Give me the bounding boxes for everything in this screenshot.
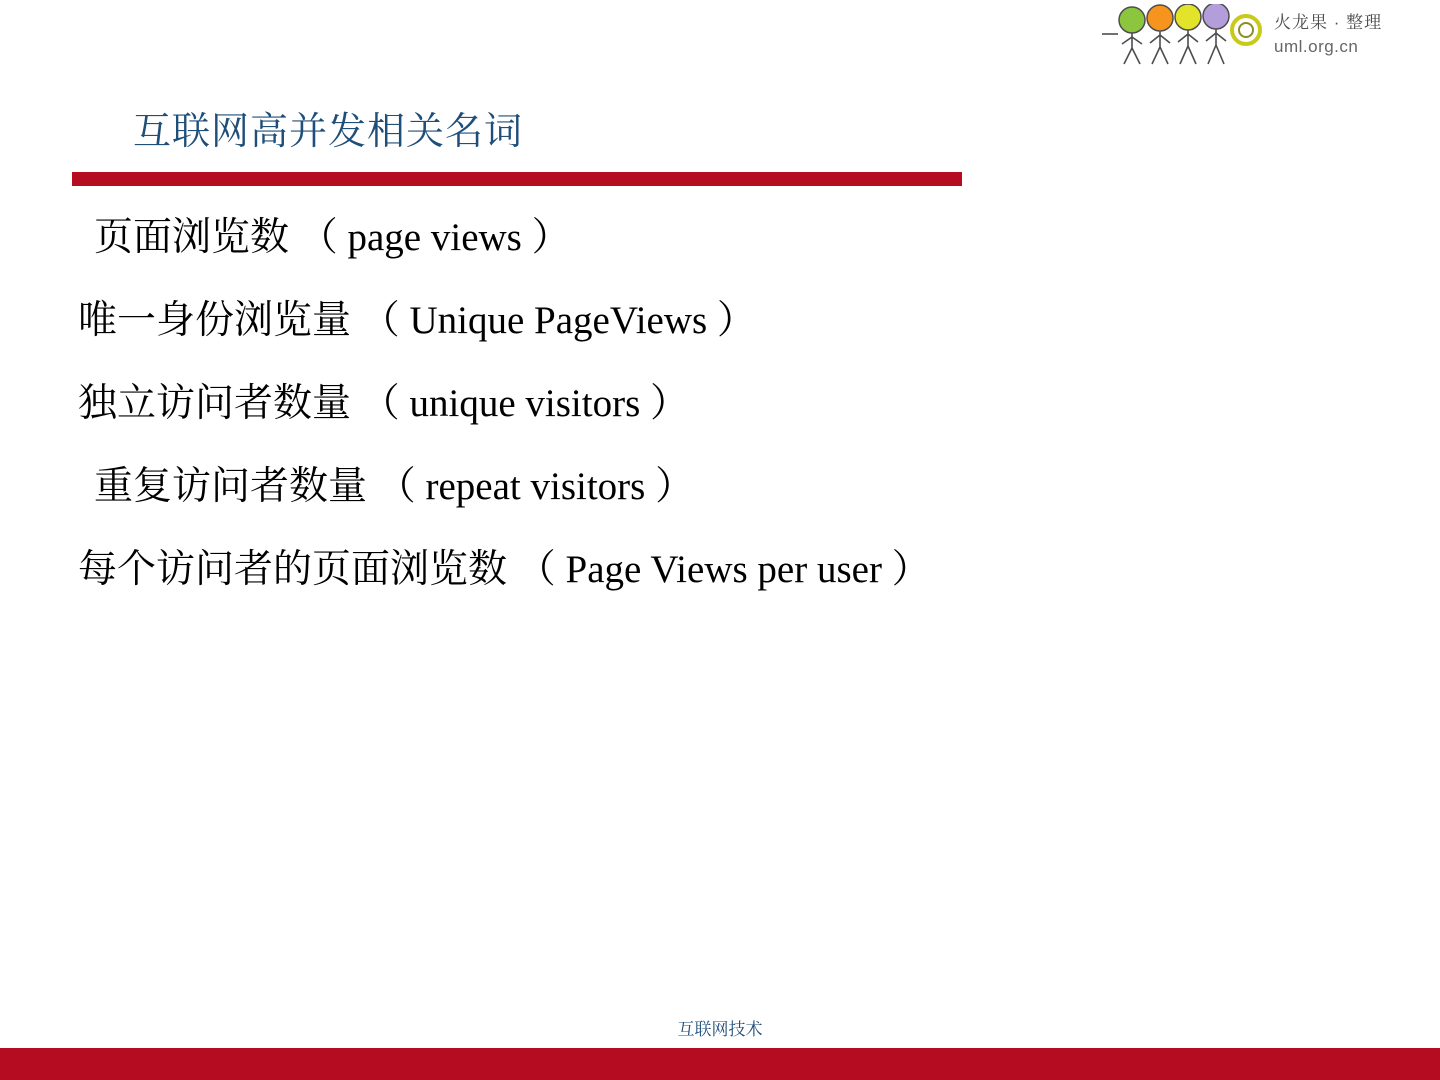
list-item: 重复访问者数量 （ repeat visitors ） <box>94 465 695 508</box>
brand-text <box>1274 8 1434 57</box>
people-circles-logo-icon <box>1084 4 1284 66</box>
content-list <box>78 218 1368 633</box>
list-item: 每个访问者的页面浏览数 （ Page Views per user ） <box>78 548 931 591</box>
footer-label: 互联网技术 <box>677 1020 763 1039</box>
page-title: 互联网高并发相关名词 <box>133 111 524 153</box>
brand-logo <box>1084 4 1434 66</box>
brand-line1: 火龙果 · 整理 <box>1274 13 1383 32</box>
list-item: 唯一身份浏览量 （ Unique PageViews ） <box>78 299 756 342</box>
title-divider <box>72 172 962 186</box>
brand-line2: uml.org.cn <box>1274 37 1359 56</box>
footer-bar <box>0 1048 1440 1080</box>
list-item: 页面浏览数 （ page views ） <box>94 216 571 259</box>
list-item: 独立访问者数量 （ unique visitors ） <box>78 382 689 425</box>
